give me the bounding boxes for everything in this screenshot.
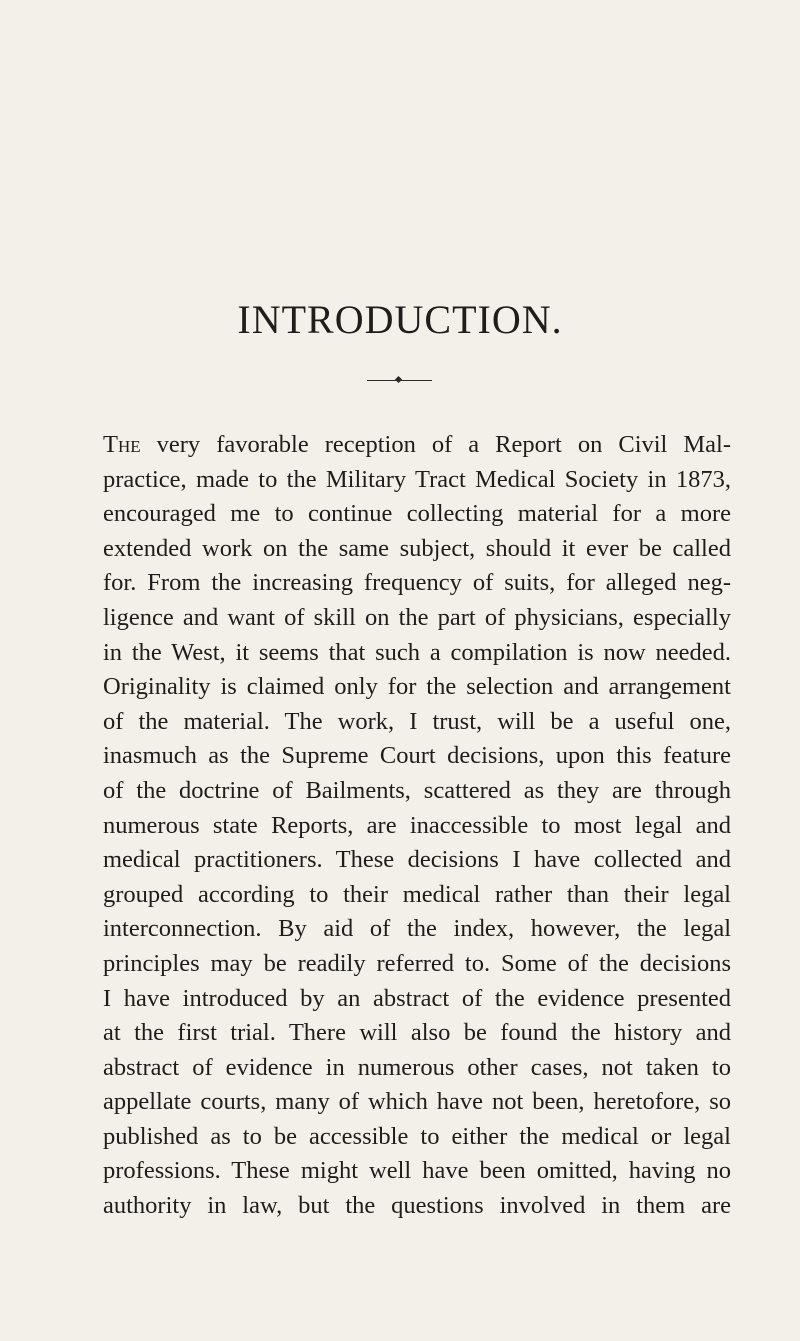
- diamond-ornament-icon: [395, 376, 402, 383]
- first-word: The: [103, 431, 141, 458]
- text-line: of the material. The work, I trust, will be a useful one,: [103, 707, 731, 735]
- text-line: numerous state Reports, are inaccessible to most legal and: [103, 811, 731, 839]
- text-line: of the doctrine of Bailments, scattered as they are through: [103, 776, 731, 804]
- text-line: authority in law, but the questions involved in them are: [103, 1192, 731, 1220]
- text-line: interconnection. By aid of the index, however, the legal: [103, 915, 731, 943]
- text-line: encouraged me to continue collecting material for a more: [103, 500, 731, 528]
- page-title: INTRODUCTION.: [237, 297, 563, 342]
- text-line: grouped according to their medical rather than their legal: [103, 880, 731, 908]
- text-line: appellate courts, many of which have not been, heretofore, so: [103, 1088, 731, 1116]
- text-line: I have introduced by an abstract of the evidence presented: [103, 984, 731, 1012]
- text-line: abstract of evidence in numerous other cases, not taken to: [103, 1053, 731, 1081]
- text-line: inasmuch as the Supreme Court decisions, upon this feature: [103, 742, 731, 770]
- text-line: extended work on the same subject, should it ever be called: [103, 534, 731, 562]
- text-line: for. From the increasing frequency of suits, for alleged neg-: [103, 569, 731, 597]
- text-line: published as to be accessible to either the medical or legal: [103, 1122, 731, 1150]
- text-line: ligence and want of skill on the part of physicians, especially: [103, 603, 731, 631]
- text-line: professions. These might well have been omitted, having no: [103, 1157, 731, 1185]
- introduction-paragraph: [103, 428, 731, 1224]
- text-line: in the West, it seems that such a compilation is now needed.: [103, 638, 731, 666]
- text-line: Originality is claimed only for the selection and arrangement: [103, 673, 731, 701]
- text-line: medical practitioners. These decisions I have collected and: [103, 846, 731, 874]
- text-line: principles may be readily referred to. Some of the decisions: [103, 949, 731, 977]
- text-line: at the first trial. There will also be found the history and: [103, 1019, 731, 1047]
- text-line: practice, made to the Military Tract Medical Society in 1873,: [103, 465, 731, 493]
- text-line: The very favorable reception of a Report on Civil Mal-: [103, 431, 731, 458]
